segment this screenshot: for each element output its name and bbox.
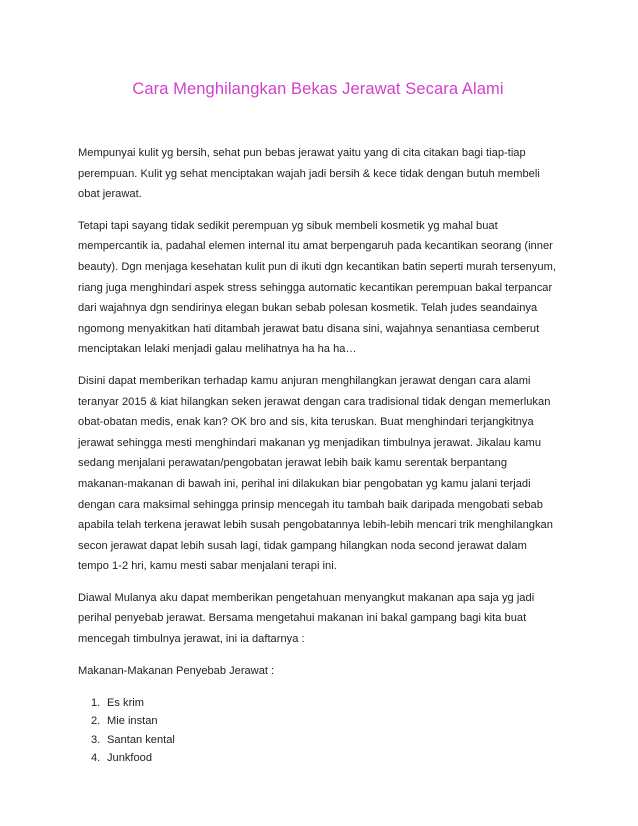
list-item-label: Junkfood [107,751,153,764]
document-title: Cara Menghilangkan Bekas Jerawat Secara Alami [132,80,504,98]
paragraph-food-intro: Diawal Mulanya aku dapat memberikan pengetahuan menyangkut makanan apa saja yg jadi perihal penyebab jerawat. Bersama mengetahui makanan ini bakal gampang bagi kita buat mencegah timbulnya jerawat, ini ia daftarnya : [78,591,535,646]
list-item-number: 2. [91,715,101,728]
list-item [91,749,558,767]
document-body [78,143,558,767]
list-item-number: 1. [91,697,101,710]
food-list [78,694,558,767]
list-item-label: Mie instan [107,715,158,728]
paragraph-intro: Mempunyai kulit yg bersih, sehat pun bebas jerawat yaitu yang di cita citakan bagi tiap-tiap perempuan. Kulit yg sehat menciptakan wajah jadi bersih & kece tidak dengan butuh membeli obat jerawat. [78,147,540,201]
paragraph-inner-beauty: Tetapi tapi sayang tidak sedikit perempuan yg sibuk membeli kosmetik yg mahal buat mempercantik ia, padahal elemen internal itu amat berpengaruh pada kecantikan seorang (inner beauty). Dgn menjaga kesehatan kulit pun di ikuti dgn kecantikan batin seperti murah tersenyum, riang juga menghindari aspek stress sehingga automatic kecantikan perempuan bakal terpancar dari wajahnya dgn sendirinya elegan bukan sebab polesan kosmetik. Telah judes seandainya ngomong menyakitkan hati ditambah jerawat batu disana sini, wajahnya senantiasa cemberut menciptakan lelaki menjadi galau melihatnya ha ha ha… [78,219,556,356]
list-item-label: Santan kental [107,733,175,746]
list-item [91,712,558,730]
list-item-number: 4. [91,751,101,764]
list-item [91,731,558,749]
list-heading: Makanan-Makanan Penyebab Jerawat : [78,664,275,677]
list-item-number: 3. [91,733,101,746]
list-item [91,694,558,712]
paragraph-advice: Disini dapat memberikan terhadap kamu anjuran menghilangkan jerawat dengan cara alami teranyar 2015 & kiat hilangkan seken jerawat dengan cara tradisional tidak dengan memerlukan obat-obatan medis, enak kan? OK bro and sis, kita teruskan. Buat menghindari terjangkitnya jerawat sehingga mesti menghindari makanan yg menjadikan timbulnya jerawat. Jikalau kamu sedang menjalani perawatan/pengobatan jerawat lebih baik kamu serentak berpantang makanan-makanan di bawah ini, perihal ini dilakukan biar pengobatan yg kamu jalani terjadi dengan cara maksimal sehingga prinsip mencegah itu tambah baik daripada mengobati sebab apabila telah terkena jerawat lebih susah pengobatannya lebih-lebih mencari trik menghilangkan secon jerawat dapat lebih susah lagi, tidak gampang hilangkan noda second jerawat dalam tempo 1-2 hri, kamu mesti sabar menjalani terapi ini. [78,374,553,573]
list-item-label: Es krim [107,697,144,710]
